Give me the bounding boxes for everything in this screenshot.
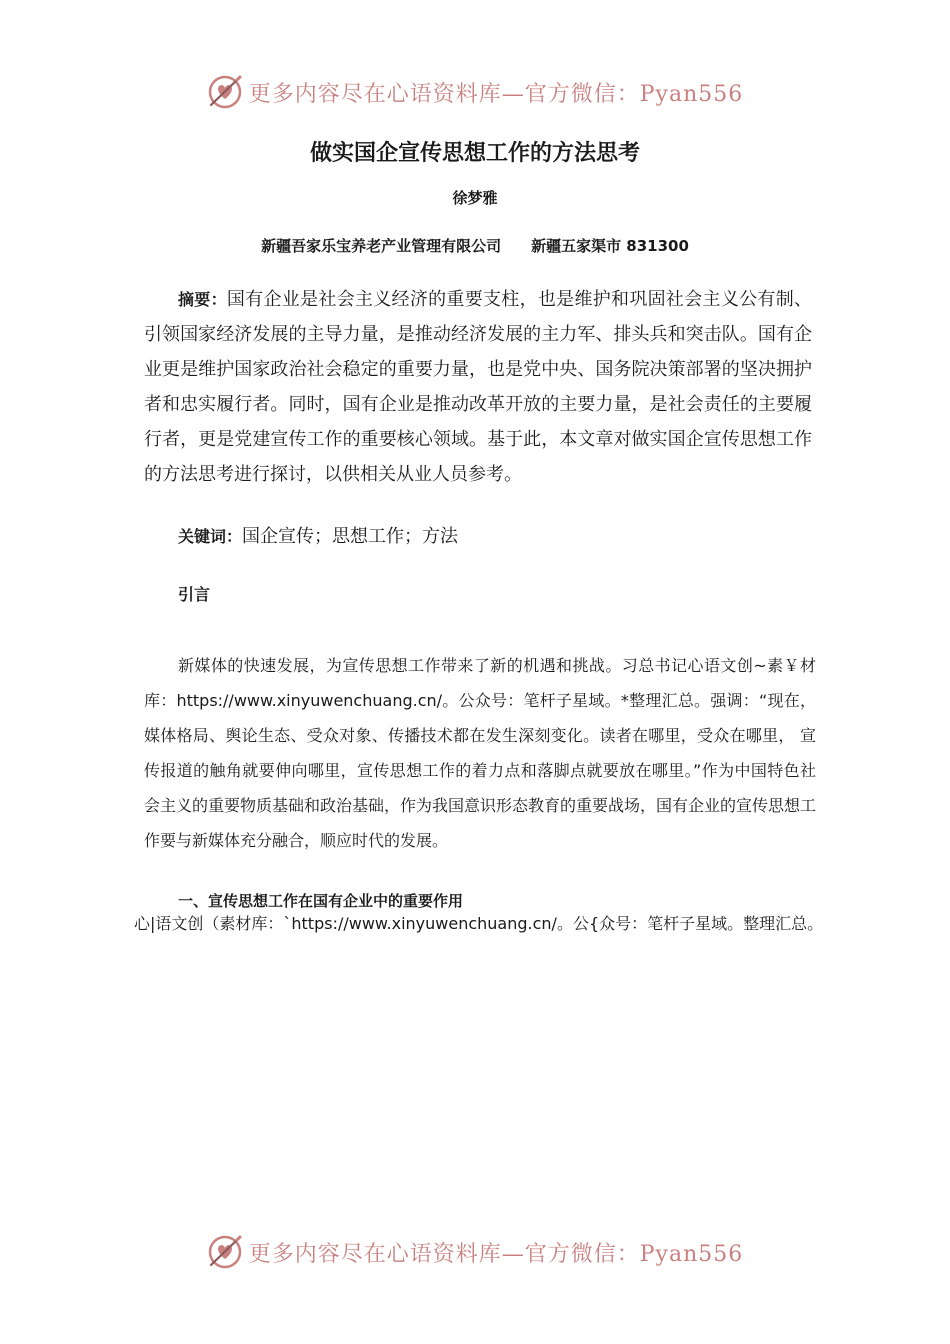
abstract [144, 282, 812, 492]
author-name: 徐梦雅 [452, 189, 498, 207]
banner-text: 更多内容尽在心语资料库—官方微信：Pyan556 [248, 81, 744, 107]
keywords [178, 522, 808, 552]
banner-text: 更多内容尽在心语资料库—官方微信：Pyan556 [248, 1241, 744, 1267]
abstract-label: 摘要： [178, 290, 227, 309]
abstract-text: 国有企业是社会主义经济的重要支柱，也是维护和巩固社会主义公有制、引领国家经济发展的主导力量，是推动经济发展的主力军、排头兵和突击队。国有企业更是维护国家政治社会稳定的重要力量，也是党中央、国务院决策部署的坚决拥护者和忠实履行者。同时，国有企业是推动改革开放的主要力量，是社会责任的主要履行者，更是党建宣传工作的重要核心领域。基于此，本文章对做实国企宣传思想工作的方法思考进行探讨，以供相关从业人员参考。 [144, 289, 812, 485]
author-affiliation: 新疆吾家乐宝养老产业管理有限公司 新疆五家渠市 831300 [261, 237, 689, 255]
heart-pen-logo-icon [207, 74, 243, 110]
footer-banner [0, 1230, 950, 1274]
intro-paragraph: 新媒体的快速发展，为宣传思想工作带来了新的机遇和挑战。习总书记心语文创~素￥材库：https://www.xinyuwenchuang.cn/。公众号：笔杆子星域。*整理汇总。强调：“现在， 媒体格局、舆论生态、受众对象、传播技术都在发生深刻变化。读者在哪里，受众在哪里， 宣传报道的触角就要伸向哪里，宣传思想工作的着力点和落脚点就要放在哪里。”作为中国特色社会主义的重要物质基础和政治基础，作为我国意识形态教育的重要战场，国有企业的宣传思想工作要与新媒体充分融合，顺应时代的发展。 [144, 656, 817, 850]
keywords-label: 关键词： [178, 527, 243, 546]
section-heading-1: 一、宣传思想工作在国有企业中的重要作用 [178, 892, 464, 910]
watermark-note: 心|语文创（素材库：`https://www.xinyuwenchuang.cn/。公{众号：笔杆子星域。整理汇总。 [134, 914, 824, 933]
intro-heading: 引言 [178, 585, 211, 604]
heart-pen-logo-icon [207, 1234, 243, 1270]
keywords-text: 国企宣传；思想工作；方法 [242, 526, 459, 547]
header-banner [0, 70, 950, 114]
document-title: 做实国企宣传思想工作的方法思考 [309, 141, 640, 166]
